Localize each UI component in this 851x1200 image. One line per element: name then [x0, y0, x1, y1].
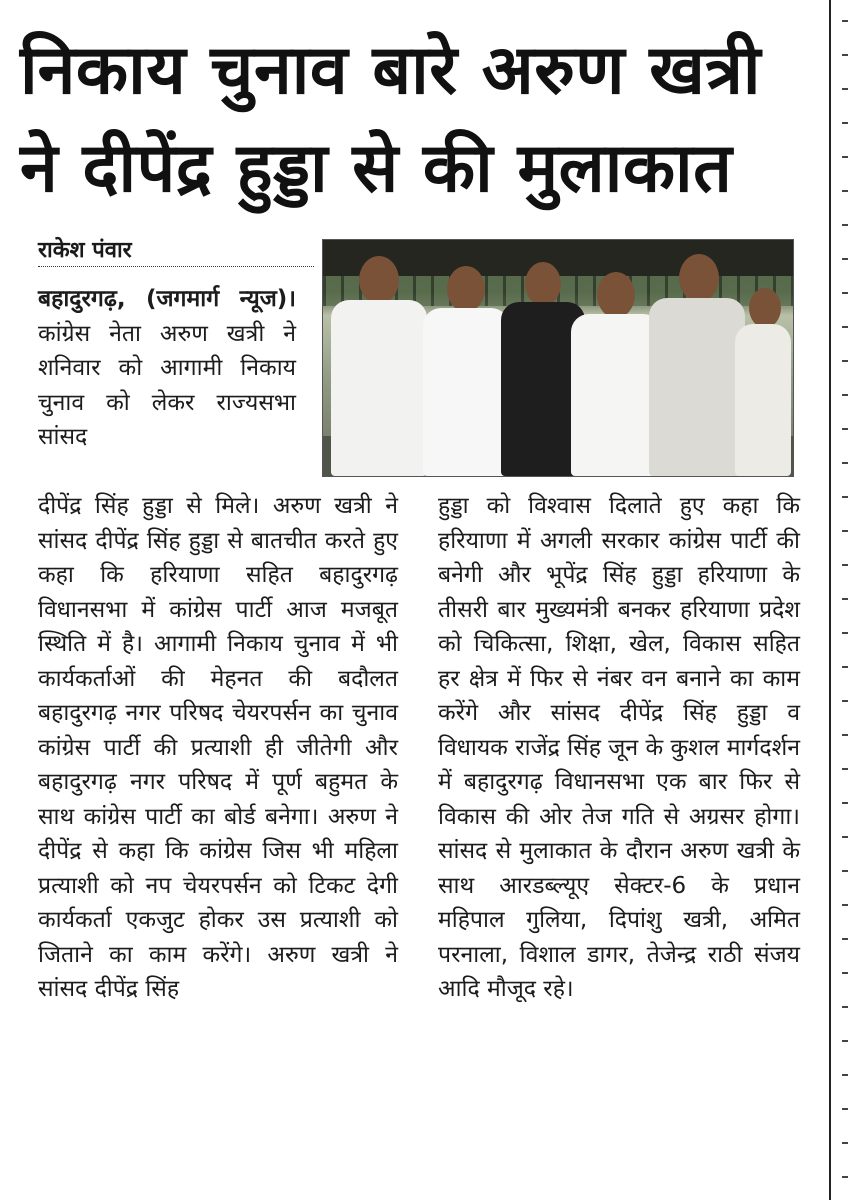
article-intro-paragraph: [38, 282, 296, 455]
article-right-column: हुड्डा को विश्वास दिलाते हुए कहा कि हरियाणा में अगली सरकार कांग्रेस पार्टी की बनेगी और भूपेंद्र सिंह हुड्डा हरियाणा के तीसरी बार मुख्यमंत्री बनकर हरियाणा प्रदेश को चिकित्सा, शिक्षा, खेल, विकास सहित हर क्षेत्र में फिर से नंबर वन बनाने का काम करेंगे और सांसद दीपेंद्र सिंह हुड्डा व विधायक राजेंद्र सिंह जून के कुशल मार्गदर्शन में बहादुरगढ़ विधानसभा एक बार फिर से विकास की ओर तेज गति से अग्रसर होगा। सांसद से मुलाकात के दौरान अरुण खत्री के साथ आरडब्ल्यूए सेक्टर-6 के प्रधान महिपाल गुलिया, दिपांशु खत्री, अमित परनाला, विशाल डागर, तेजेन्द्र राठी संजय आदि मौजूद रहे।: [438, 493, 800, 1002]
page-edge-marks: [842, 20, 848, 1180]
headline: [20, 22, 820, 218]
article-left-column: दीपेंद्र सिंह हुड्डा से मिले। अरुण खत्री ने सांसद दीपेंद्र सिंह हुड्डा से बातचीत करते हुए कहा कि हरियाणा सहित बहादुरगढ़ विधानसभा में कांग्रेस पार्टी आज मजबूत स्थिति में है। आगामी निकाय चुनाव में भी कार्यकर्ताओं की मेहनत की बदौलत बहादुरगढ़ नगर परिषद चेयरपर्सन का चुनाव कांग्रेस पार्टी की प्रत्याशी ही जीतेगी और बहादुरगढ़ नगर परिषद में पूर्ण बहुमत के साथ कांग्रेस पार्टी का बोर्ड बनेगा। अरुण ने दीपेंद्र से कहा कि कांग्रेस जिस भी महिला प्रत्याशी को नप चेयरपर्सन को टिकट देगी कार्यकर्ता एकजुट होकर उस प्रत्याशी को जिताने का काम करेंगे। अरुण खत्री ने सांसद दीपेंद्र सिंह: [38, 493, 398, 1002]
headline-line-1: निकाय चुनाव बारे अरुण खत्री: [20, 31, 761, 110]
article-dateline: बहादुरगढ़, (जगमार्ग न्यूज)।: [38, 286, 296, 312]
page-right-rule: [829, 0, 831, 1200]
article-intro-text: कांग्रेस नेता अरुण खत्री ने शनिवार को आगामी निकाय चुनाव को लेकर राज्यसभा सांसद: [38, 320, 296, 450]
photo-person: [649, 254, 745, 476]
news-photo: [322, 239, 794, 477]
photo-person: [735, 288, 791, 476]
photo-person: [423, 266, 509, 476]
photo-person: [331, 256, 427, 476]
photo-person: [571, 272, 661, 476]
byline: राकेश पंवार: [38, 236, 314, 267]
headline-line-2: ने दीपेंद्र हुड्डा से की मुलाकात: [20, 129, 733, 208]
